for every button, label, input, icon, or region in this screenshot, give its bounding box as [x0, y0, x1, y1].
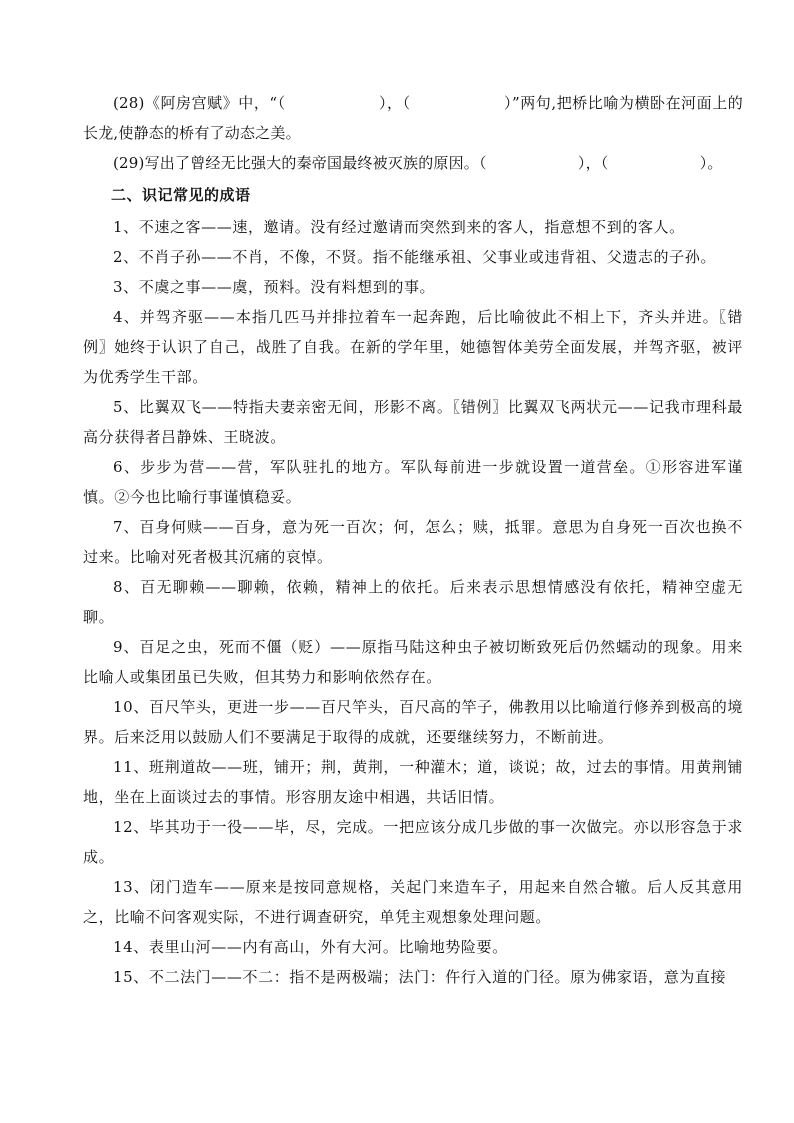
idiom-item-10: 10、百尺竿头，更进一步——百尺竿头，百尺高的竿子，佛教用以比喻道行修养到极高的境界。后来泛用以鼓励人们不要满足于取得的成就，还要继续努力，不断前进。 [83, 698, 743, 746]
idiom-item-9: 9、百足之虫，死而不僵（贬）——原指马陆这种虫子被切断致死后仍然蠕动的现象。用来比喻人或集团虽已失败，但其势力和影响依然存在。 [83, 638, 743, 686]
idiom-item-8: 8、百无聊赖——聊赖，依赖，精神上的依托。后来表示思想情感没有依托，精神空虚无聊。 [83, 578, 743, 626]
idiom-item-7: 7、百身何赎——百身，意为死一百次；何，怎么；赎，抵罪。意思为自身死一百次也换不过来。比喻对死者极其沉痛的哀悼。 [83, 518, 743, 566]
idiom-item-1: 1、不速之客——速，邀请。没有经过邀请而突然到来的客人，指意想不到的客人。 [113, 218, 685, 236]
poem-question-29: (29)写出了曾经无比强大的秦帝国最终被灭族的原因。（ ），（ ）。 [113, 154, 723, 172]
idiom-item-15: 15、不二法门——不二：指不是两极端；法门：仵行入道的门径。原为佛家语，意为直接 [113, 968, 727, 986]
idiom-item-14: 14、表里山河——内有高山，外有大河。比喻地势险要。 [113, 938, 508, 956]
idiom-item-2: 2、不肖子孙——不肖，不像，不贤。指不能继承祖、父事业或违背祖、父遗志的子孙。 [113, 248, 716, 266]
document-content [83, 88, 743, 992]
idiom-item-3: 3、不虞之事——虞，预料。没有料想到的事。 [113, 278, 436, 296]
section-heading: 二、识记常见的成语 [111, 186, 251, 204]
idiom-item-11: 11、班荆道故——班，铺开；荆，黄荆，一种灌木；道，谈说；故，过去的事情。用黄荆铺地，坐在上面谈过去的事情。形容朋友途中相遇，共话旧情。 [83, 758, 743, 806]
poem-question-28: (28)《阿房宫赋》中，“（ ），（ ）”两句,把桥比喻为横卧在河面上的长龙,使静态的桥有了动态之美。 [83, 94, 743, 142]
idiom-item-6: 6、步步为营——营，军队驻扎的地方。军队每前进一步就设置一道营垒。①形容进军谨慎。②今也比喻行事谨慎稳妥。 [83, 458, 743, 506]
idiom-item-4: 4、并驾齐驱——本指几匹马并排拉着车一起奔跑，后比喻彼此不相上下，齐头并进。〖错例〗她终于认识了自己，战胜了自我。在新的学年里，她德智体美劳全面发展，并驾齐驱，被评为优秀学生干部。 [83, 308, 743, 386]
idiom-item-13: 13、闭门造车——原来是按同意规格，关起门来造车子，用起来自然合辙。后人反其意用之，比喻不问客观实际，不进行调查研究，单凭主观想象处理问题。 [83, 878, 743, 926]
idiom-item-5: 5、比翼双飞——特指夫妻亲密无间，形影不离。〖错例〗比翼双飞两状元——记我市理科最高分获得者吕静姝、王晓波。 [83, 398, 743, 446]
idiom-item-12: 12、毕其功于一役——毕，尽，完成。一把应该分成几步做的事一次做完。亦以形容急于求成。 [83, 818, 743, 866]
